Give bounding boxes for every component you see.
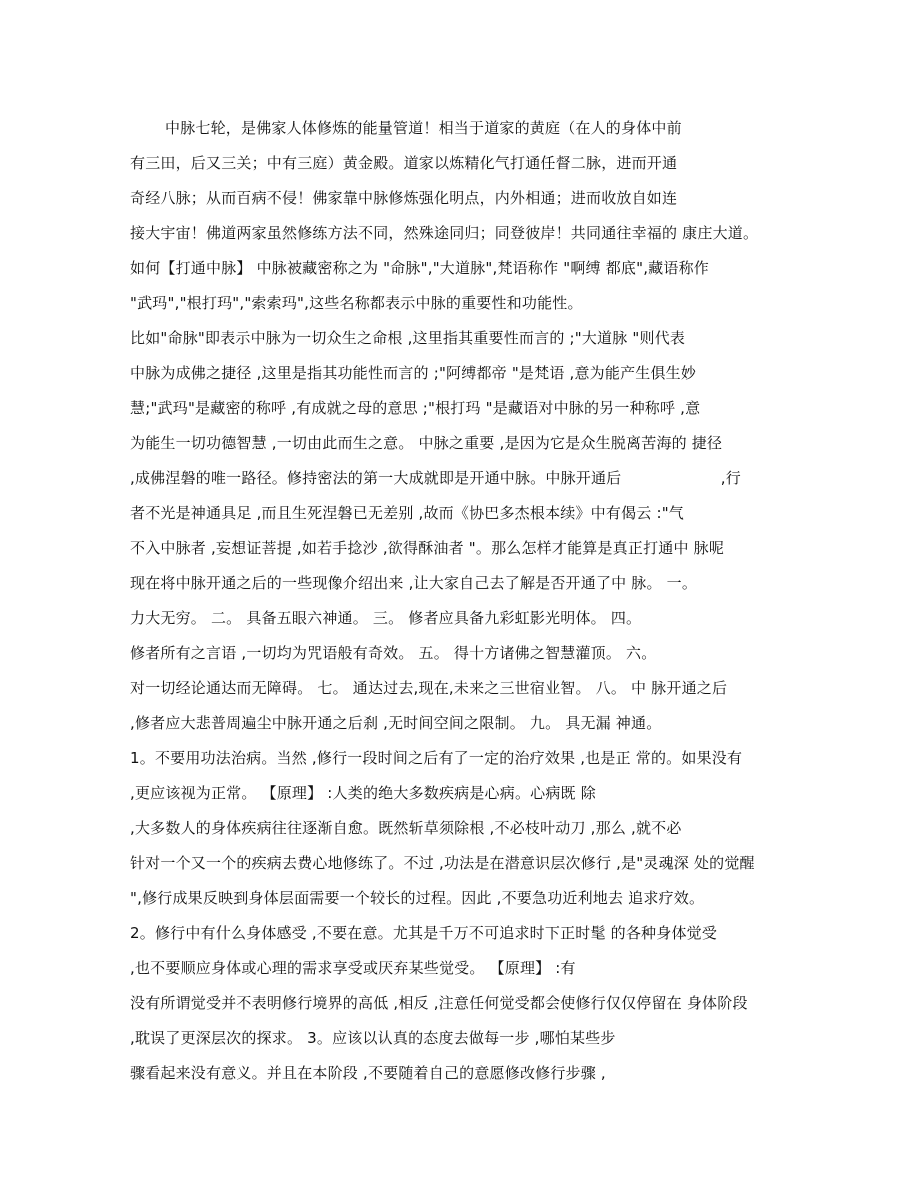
text-line: 力大无穷。 二。 具备五眼六神通。 三。 修者应具备九彩虹影光明体。 四。 <box>130 609 642 627</box>
text-line: 针对一个又一个的疾病去费心地修练了。不过 ,功法是在潜意识层次修行 ,是"灵魂深 处的觉醒 <box>130 854 755 872</box>
text-line: 现在将中脉开通之后的一些现像介绍出来 ,让大家自己去了解是否开通了中 脉。 一。 <box>130 574 698 592</box>
text-line: 比如"命脉"即表示中脉为一切众生之命根 ,这里指其重要性而言的 ;"大道脉 "则代表 <box>130 329 686 347</box>
text-line: 中脉为成佛之捷径 ,这里是指其功能性而言的 ;"阿缚都帝 "是梵语 ,意为能产生俱生妙 <box>130 364 697 382</box>
text-line: 修者所有之言语 ,一切均为咒语般有奇效。 五。 得十方诸佛之智慧灌顶。 六。 <box>130 644 657 662</box>
text-line: "武玛","根打玛","索索玛",这些名称都表示中脉的重要性和功能性。 <box>130 294 583 312</box>
text-line: 奇经八脉；从而百病不侵！佛家靠中脉修炼强化明点，内外相通；进而收放自如连 <box>130 189 678 207</box>
text-line: 慧;"武玛"是藏密的称呼 ,有成就之母的意思 ;"根打玛 "是藏语对中脉的另一种称呼 ,意 <box>130 399 701 417</box>
text-line: 有三田，后又三关；中有三庭）黄金殿。道家以炼精化气打通任督二脉，进而开通 <box>130 154 678 172</box>
text-line: ,成佛涅磐的唯一路径。修持密法的第一大成就即是开通中脉。中脉开通后 ,行 <box>130 469 741 487</box>
text-line: ",修行成果反映到身体层面需要一个较长的过程。因此 ,不要急功近利地去 追求疗效。 <box>130 889 705 907</box>
text-line: 不入中脉者 ,妄想证菩提 ,如若手捻沙 ,欲得酥油者 "。那么怎样才能算是真正打通中 脉呢 <box>130 539 725 557</box>
text-line: 接大宇宙！佛道两家虽然修练方法不同，然殊途同归；同登彼岸！共同通往幸福的 康庄大道。 <box>130 224 759 242</box>
text-line: 1。不要用功法治病。当然 ,修行一段时间之后有了一定的治疗效果 ,也是正 常的。如果没有 <box>130 749 743 767</box>
text-line: 为能生一切功德智慧 ,一切由此而生之意。 中脉之重要 ,是因为它是众生脱离苦海的 捷径 <box>130 434 723 452</box>
text-line: 没有所谓觉受并不表明修行境界的高低 ,相反 ,注意任何觉受都会使修行仅仅停留在 身体阶段 <box>130 994 748 1012</box>
text-line: 中脉七轮，是佛家人体修炼的能量管道！相当于道家的黄庭（在人的身体中前 <box>165 119 682 137</box>
text-line: ,大多数人的身体疾病往往逐渐自愈。既然斩草须除根 ,不必枝叶动刀 ,那么 ,就不必 <box>130 819 682 837</box>
text-line: 2。修行中有什么身体感受 ,不要在意。尤其是千万不可追求时下正时髦 的各种身体觉受 <box>130 924 718 942</box>
text-line: 如何【打通中脉】 中脉被藏密称之为 "命脉","大道脉",梵语称作 "啊缚 都底",藏语称作 <box>130 259 709 277</box>
text-line: 者不光是神通具足 ,而且生死涅磐已无差别 ,故而《协巴多杰根本续》中有偈云 :"气 <box>130 504 684 522</box>
text-line: ,更应该视为正常。 【原理】 :人类的绝大多数疾病是心病。心病既 除 <box>130 784 596 802</box>
text-line: ,修者应大悲普周遍尘中脉开通之后刹 ,无时间空间之限制。 九。 具无漏 神通。 <box>130 714 662 732</box>
text-line: ,耽误了更深层次的探求。 3。应该以认真的态度去做每一步 ,哪怕某些步 <box>130 1029 616 1047</box>
text-line: 骤看起来没有意义。并且在本阶段 ,不要随着自己的意愿修改修行步骤 , <box>130 1064 606 1082</box>
text-line: 对一切经论通达而无障碍。 七。 通达过去,现在,未来之三世宿业智。 八。 中 脉开通之后 <box>130 679 728 697</box>
text-line: ,也不要顺应身体或心理的需求享受或厌弃某些觉受。 【原理】 :有 <box>130 959 576 977</box>
